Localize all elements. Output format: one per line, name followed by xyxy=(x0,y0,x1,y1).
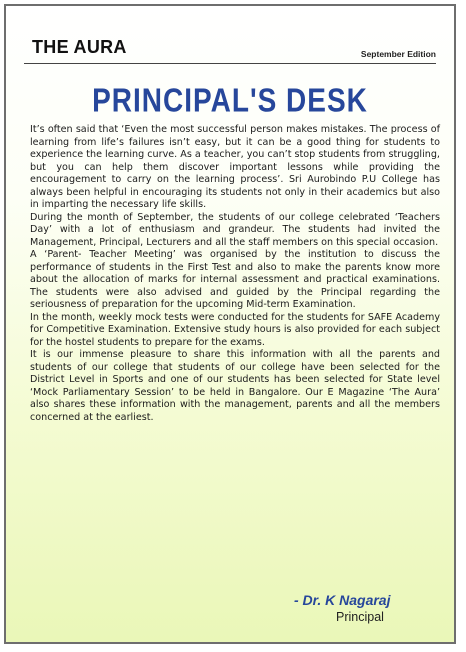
paragraph: It’s often said that ‘Even the most successful person makes mistakes. The process of learning from life’s failures isn’t easy, but it can be a good thing for students to experience the learning curve. As a teacher, you can’t stop students from struggling, but you can help them discover important lessons while providing the encouragement to carry on the learning process’. Sri Aurobindo P.U College has always been helpful in encouraging its students not only in their academics but also in imparting the necessary life skills. xyxy=(30,124,440,210)
paragraph: It is our immense pleasure to share this information with all the parents and students of our college that students of our college have been selected for the District Level in Sports and one of our students has been selected for State level ‘Mock Parliamentary Session’ to be held in Bangalore. Our E Magazine ‘The Aura’ also shares these information with the management, parents and all the members concerned at the earliest. xyxy=(30,349,440,423)
paragraph: A ‘Parent- Teacher Meeting’ was organised by the institution to discuss the performance of students in the First Test and also to make the parents know more about the allocation of marks for internal assessment and practical examinations. The students were also advised and guided by the Principal regarding the seriousness of preparation for the upcoming Mid-term Examination. xyxy=(30,249,440,310)
paragraph: In the month, weekly mock tests were conducted for the students for SAFE Academy for Competitive Examination. Extensive study hours is also provided for each subject for the hostel students to prepare for the exams. xyxy=(30,311,440,348)
signature-name: - Dr. K Nagaraj xyxy=(294,592,391,608)
edition-label: September Edition xyxy=(360,49,436,59)
magazine-title: THE AURA xyxy=(32,37,127,57)
page-heading: PRINCIPAL'S DESK xyxy=(92,82,368,119)
signature-designation: Principal xyxy=(336,610,384,624)
header-divider xyxy=(24,63,436,64)
magazine-page xyxy=(4,4,456,644)
paragraph: During the month of September, the students of our college celebrated ‘Teachers Day’ with a lot of enthusiasm and grandeur. The students had invited the Management, Principal, Lecturers and all the staff members on this special occasion. xyxy=(30,211,440,248)
article-body xyxy=(30,124,440,424)
